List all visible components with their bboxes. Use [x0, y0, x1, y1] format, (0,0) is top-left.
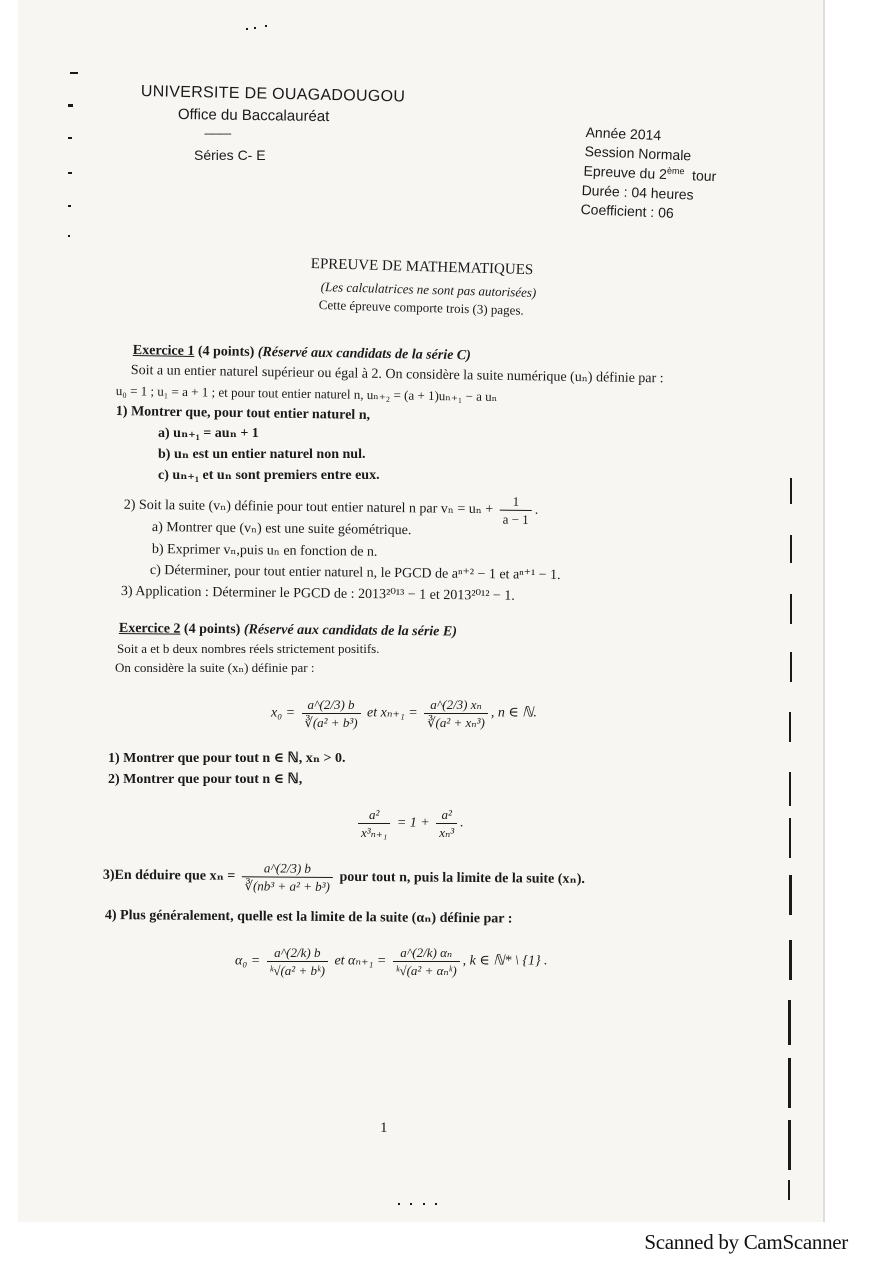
- edge-mark: [788, 1000, 791, 1045]
- fraction-numerator: a²: [441, 807, 452, 822]
- edge-mark: [790, 594, 792, 624]
- exercise2-reserved: (Réservé aux candidats de la série E): [243, 622, 458, 640]
- divider: ----------: [204, 128, 231, 140]
- fraction-denominator: ᵏ√(a² + bᵏ): [267, 961, 328, 979]
- scan-speck: [265, 25, 267, 27]
- exercise2-title: Exercice 2: [118, 620, 181, 637]
- fraction-denominator: ∛(a² + xₙ³): [424, 713, 488, 731]
- eq2-mid: = 1 +: [396, 815, 430, 831]
- fraction-numerator: a^(2/3) b: [307, 697, 355, 712]
- eq3-fraction: [393, 944, 460, 979]
- tour-sup: ème: [666, 165, 685, 177]
- equation-alpha: [235, 944, 548, 979]
- exercise2-q3: [103, 858, 585, 897]
- camscanner-watermark: Scanned by CamScanner: [644, 1230, 848, 1254]
- scan-speck: [398, 1203, 400, 1205]
- edge-mark: [789, 712, 791, 742]
- scan-speck: [254, 27, 256, 29]
- exercise2-line: Soit a et b deux nombres réels strictement positifs.: [117, 641, 380, 656]
- university-name: UNIVERSITE DE OUAGADOUGOU: [140, 83, 406, 106]
- eq2-fraction: [358, 806, 390, 841]
- exercise2-heading: [119, 620, 457, 641]
- fraction-numerator: 1: [512, 493, 520, 509]
- edge-mark: [68, 137, 72, 139]
- q2-prefix: 2) Soit la suite (vₙ) définie pour tout entier naturel n par vₙ = uₙ +: [123, 497, 494, 518]
- exercise1-q3: 3) Application : Déterminer le PGCD de : 2013²⁰¹³ − 1 et 2013²⁰¹² − 1.: [120, 583, 515, 604]
- exercise1-line: Soit a un entier naturel supérieur ou égal à 2. On considère la suite numérique (uₙ) définie par :: [130, 362, 664, 387]
- exam-title: EPREUVE DE MATHEMATIQUES: [310, 256, 534, 279]
- exercise2-line: On considère la suite (xₙ) définie par :: [115, 660, 315, 675]
- eq3-mid: et αₙ₊₁ =: [334, 953, 387, 969]
- eq1-fraction: [424, 696, 488, 731]
- exam-duration: Durée : 04 heures: [581, 182, 694, 203]
- edge-mark: [70, 72, 78, 74]
- fraction-numerator: a^(2/k) αₙ: [400, 945, 453, 960]
- exercise2-q2: 2) Montrer que pour tout n ∈ ℕ,: [108, 772, 303, 787]
- exercise1-item: a) Montrer que (vₙ) est une suite géométrique.: [151, 519, 412, 539]
- q3-suffix: pour tout n, puis la limite de la suite (xₙ).: [339, 869, 585, 887]
- fraction-numerator: a²: [368, 807, 380, 822]
- eq2-tail: .: [460, 815, 464, 831]
- fraction-denominator: ∛(nb³ + a² + b³): [242, 876, 333, 895]
- calculator-notice: (Les calculatrices ne sont pas autorisées): [320, 279, 537, 301]
- fraction-numerator: a^(2/k) b: [274, 945, 321, 960]
- exam-coefficient: Coefficient : 06: [580, 201, 675, 221]
- scan-speck: [423, 1203, 425, 1205]
- eq1-fraction: [302, 696, 361, 731]
- fraction-denominator: x³ₙ₊₁: [358, 823, 390, 841]
- eq2-fraction: [436, 806, 457, 841]
- tour-prefix: Epreuve du 2: [583, 162, 668, 183]
- equation-x0: [271, 696, 537, 731]
- edge-mark: [788, 1120, 791, 1170]
- fraction-numerator: a^(2/3) b: [263, 860, 312, 876]
- edge-mark: [788, 1180, 790, 1200]
- series-label: Séries C- E: [194, 147, 266, 163]
- fraction-numerator: a^(2/3) xₙ: [430, 697, 482, 712]
- fraction-denominator: ∛(a² + b³): [302, 713, 361, 731]
- edge-mark: [788, 1058, 791, 1108]
- edge-mark: [789, 875, 792, 915]
- page-number: 1: [380, 1120, 388, 1136]
- exercise1-title: Exercice 1: [132, 342, 195, 359]
- edge-mark: [68, 205, 71, 207]
- exam-tour: [583, 162, 716, 184]
- edge-mark: [68, 172, 72, 174]
- edge-mark: [789, 940, 792, 980]
- exercise2-q4: 4) Plus généralement, quelle est la limite de la suite (αₙ) définie par :: [104, 907, 513, 927]
- eq1-mid: et xₙ₊₁ =: [367, 705, 418, 721]
- exercise1-points: (4 points): [197, 344, 255, 360]
- exercise1-item: c) uₙ₊₁ et uₙ sont premiers entre eux.: [158, 468, 380, 483]
- q2-fraction: [500, 493, 533, 528]
- edge-mark: [790, 478, 792, 504]
- scan-speck: [435, 1203, 437, 1205]
- exam-year: Année 2014: [585, 124, 662, 144]
- eq3-fraction: [267, 944, 328, 979]
- q3-prefix: 3)En déduire que xₙ =: [102, 867, 236, 884]
- exercise1-heading: [133, 342, 471, 364]
- scan-speck: [410, 1203, 412, 1205]
- scan-speck: [246, 28, 248, 30]
- edge-mark: [790, 652, 792, 682]
- exercise1-item: b) Exprimer vₙ,puis uₙ en fonction de n.: [151, 541, 378, 560]
- edge-mark: [789, 818, 791, 858]
- edge-mark: [789, 772, 791, 806]
- equation-recurrence: [355, 806, 464, 841]
- fraction-denominator: xₙ³: [436, 823, 457, 841]
- exercise1-line: u₀ = 1 ; u₁ = a + 1 ; et pour tout entier naturel n, uₙ₊₂ = (a + 1)uₙ₊₁ − a uₙ: [115, 382, 498, 404]
- edge-mark: [68, 235, 70, 237]
- exercise2-points: (4 points): [183, 621, 241, 638]
- edge-mark: [790, 535, 792, 563]
- office-name: Office du Baccalauréat: [177, 106, 330, 126]
- exercise2-q1: 1) Montrer que pour tout n ∈ ℕ, xₙ > 0.: [108, 751, 346, 766]
- fraction-denominator: ᵏ√(a² + αₙᵏ): [393, 961, 460, 979]
- eq3-lhs: α₀ =: [235, 953, 261, 969]
- exercise1-item: b) uₙ est un entier naturel non nul.: [158, 447, 366, 462]
- fraction-denominator: a − 1: [500, 510, 532, 528]
- eq1-tail: , n ∈ ℕ.: [490, 705, 537, 721]
- edge-mark: [68, 104, 73, 107]
- exercise1-item: c) Déterminer, pour tout entier naturel n, le PGCD de aⁿ⁺² − 1 et aⁿ⁺¹ − 1.: [149, 562, 561, 584]
- page-count-notice: Cette épreuve comporte trois (3) pages.: [318, 297, 524, 318]
- scanned-sheet: [18, 0, 823, 1222]
- exercise1-line: 1) Montrer que, pour tout entier naturel n,: [115, 403, 371, 423]
- exercise1-item: a) uₙ₊₁ = auₙ + 1: [158, 426, 259, 441]
- exam-session: Session Normale: [584, 143, 692, 164]
- q3-fraction: [242, 859, 333, 895]
- q2-suffix: .: [534, 502, 539, 518]
- exercise1-reserved: (Réservé aux candidats de la série C): [257, 344, 471, 364]
- tour-suffix: tour: [691, 167, 717, 185]
- eq1-lhs: x₀ =: [271, 705, 296, 721]
- eq3-tail: , k ∈ ℕ* \ {1} .: [462, 953, 548, 969]
